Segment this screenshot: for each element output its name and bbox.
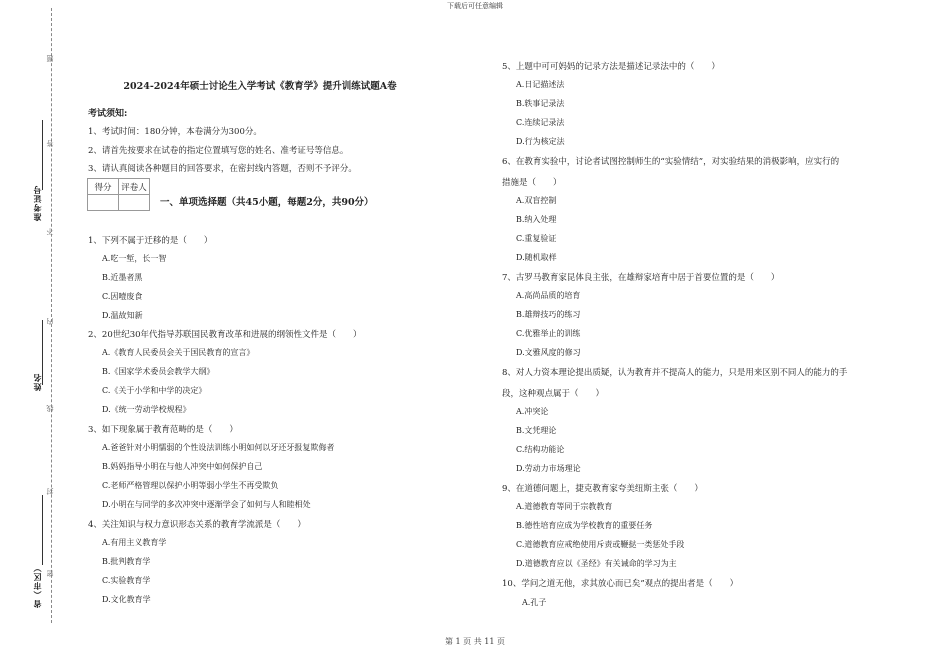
seal-char: 密 (46, 570, 54, 577)
option: A.日记描述法 (516, 80, 565, 89)
binding-margin (0, 0, 90, 671)
exam-number-line[interactable] (42, 120, 43, 190)
option: C.优雅举止的训练 (516, 329, 581, 338)
option: D.行为核定法 (516, 137, 565, 146)
option: C.实验教育学 (102, 576, 151, 585)
note-item: 1、考试时间：180分钟，本卷满分为300分。 (88, 127, 262, 137)
option: A.有用主义教育学 (102, 538, 167, 547)
option: D.小明在与同学的多次冲突中逐渐学会了如何与人和睦相处 (102, 500, 311, 509)
note-item: 2、请首先按要求在试卷的指定位置填写您的姓名、准考证号等信息。 (88, 146, 349, 156)
score-table (87, 178, 150, 211)
seal-char: 答 (46, 140, 54, 147)
name-line[interactable] (42, 320, 43, 385)
province-label: 省（市区） (32, 563, 42, 608)
option: D.随机取样 (516, 253, 557, 262)
option: B.雄辩技巧的练习 (516, 310, 581, 319)
option: B.《国家学术委员会教学大纲》 (102, 367, 215, 376)
option: A.道德教育等同于宗教教育 (516, 502, 613, 511)
option: B.近墨者黑 (102, 273, 143, 282)
exam-title: 2024-2024年硕士讨论生入学考试《教育学》提升训练试题A卷 (123, 81, 397, 92)
option: A.《教育人民委员会关于国民教育的宣言》 (102, 348, 255, 357)
name-label: 姓名 (32, 373, 42, 391)
option: B.德性培育应成为学校教育的重要任务 (516, 521, 653, 530)
option: A.孔子 (522, 598, 547, 607)
note-item: 3、请认真阅读各种题目的回答要求，在密封线内答题，否则不予评分。 (88, 164, 357, 174)
grader-label: 评卷人 (119, 179, 150, 195)
score-cell[interactable] (88, 195, 119, 211)
seal-char: 线 (46, 405, 54, 412)
option: C.连续记录法 (516, 118, 565, 127)
option: A.吃一堑，长一智 (102, 254, 167, 263)
option: B.批判教育学 (102, 557, 151, 566)
question: 2、20世纪30年代指导苏联国民教育改革和进展的纲领性文件是（ ） (88, 330, 362, 340)
page-number: 第 1 页 共 11 页 (445, 637, 505, 646)
header-note: 下载后可任意编辑 (447, 2, 503, 10)
seal-char: 题 (46, 55, 54, 62)
question: 6、在教育实验中，讨论者试图控制师生的“实验情结”，对实验结果的消极影响，应实行的 (502, 157, 840, 167)
score-label: 得分 (88, 179, 119, 195)
question: 7、古罗马教育家昆体良主张，在雄辩家培育中居于首要位置的是（ ） (502, 273, 780, 283)
option: D.文化教育学 (102, 595, 151, 604)
question-continued: 段，这种观点属于（ ） (502, 389, 605, 399)
option: D.劳动力市场理论 (516, 464, 581, 473)
grader-cell[interactable] (119, 195, 150, 211)
question-continued: 措施是（ ） (502, 178, 562, 188)
question: 5、上题中可可妈妈的记录方法是描述记录法中的（ ） (502, 62, 720, 72)
seal-char: 内 (46, 318, 54, 325)
question: 3、如下现象属于教育范畴的是（ ） (88, 425, 238, 435)
notes-heading: 考试须知: (88, 109, 128, 119)
question: 4、关注知识与权力意识形态关系的教育学流派是（ ） (88, 520, 306, 530)
question: 1、下列不属于迁移的是（ ） (88, 236, 213, 246)
option: B.纳入处理 (516, 215, 557, 224)
option: B.妈妈指导小明在与他人冲突中如何保护自己 (102, 462, 263, 471)
option: A.双盲控制 (516, 196, 557, 205)
option: C.《关于小学和中学的决定》 (102, 386, 207, 395)
option: D.温故知新 (102, 311, 143, 320)
seal-char: 封 (46, 488, 54, 495)
option: C.老师严格管理以保护小明等弱小学生不再受欺负 (102, 481, 279, 490)
question: 10、学问之道无他，求其放心而已矣”观点的提出者是（ ） (502, 579, 739, 589)
option: C.重复验证 (516, 234, 557, 243)
option: A.冲突论 (516, 407, 549, 416)
province-line[interactable] (42, 495, 43, 565)
option: D.《统一劳动学校规程》 (102, 405, 191, 414)
option: B.轶事记录法 (516, 99, 565, 108)
exam-number-label: 准考证号 (32, 185, 42, 221)
option: A.爸爸针对小明懦弱的个性设法训练小明如何以牙还牙报复欺侮者 (102, 443, 335, 452)
option: C.结构功能论 (516, 445, 565, 454)
seal-dashed-line (51, 8, 52, 623)
option: D.道德教育应以《圣经》有关诫命的学习为主 (516, 559, 677, 568)
seal-char: 不 (46, 228, 54, 235)
question: 9、在道德问题上，捷克教育家夸美纽斯主张（ ） (502, 484, 703, 494)
option: C.道德教育应戒绝使用斥责或鞭挞一类惩处手段 (516, 540, 685, 549)
option: C.因噎废食 (102, 292, 143, 301)
option: B.文凭理论 (516, 426, 557, 435)
option: D.文雅风度的修习 (516, 348, 581, 357)
question: 8、对人力资本理论提出质疑，认为教育并不提高人的能力，只是用来区别不同人的能力的手 (502, 368, 848, 378)
section-title: 一、单项选择题（共45小题，每题2分，共90分） (160, 197, 374, 208)
option: A.高尚品质的培育 (516, 291, 581, 300)
